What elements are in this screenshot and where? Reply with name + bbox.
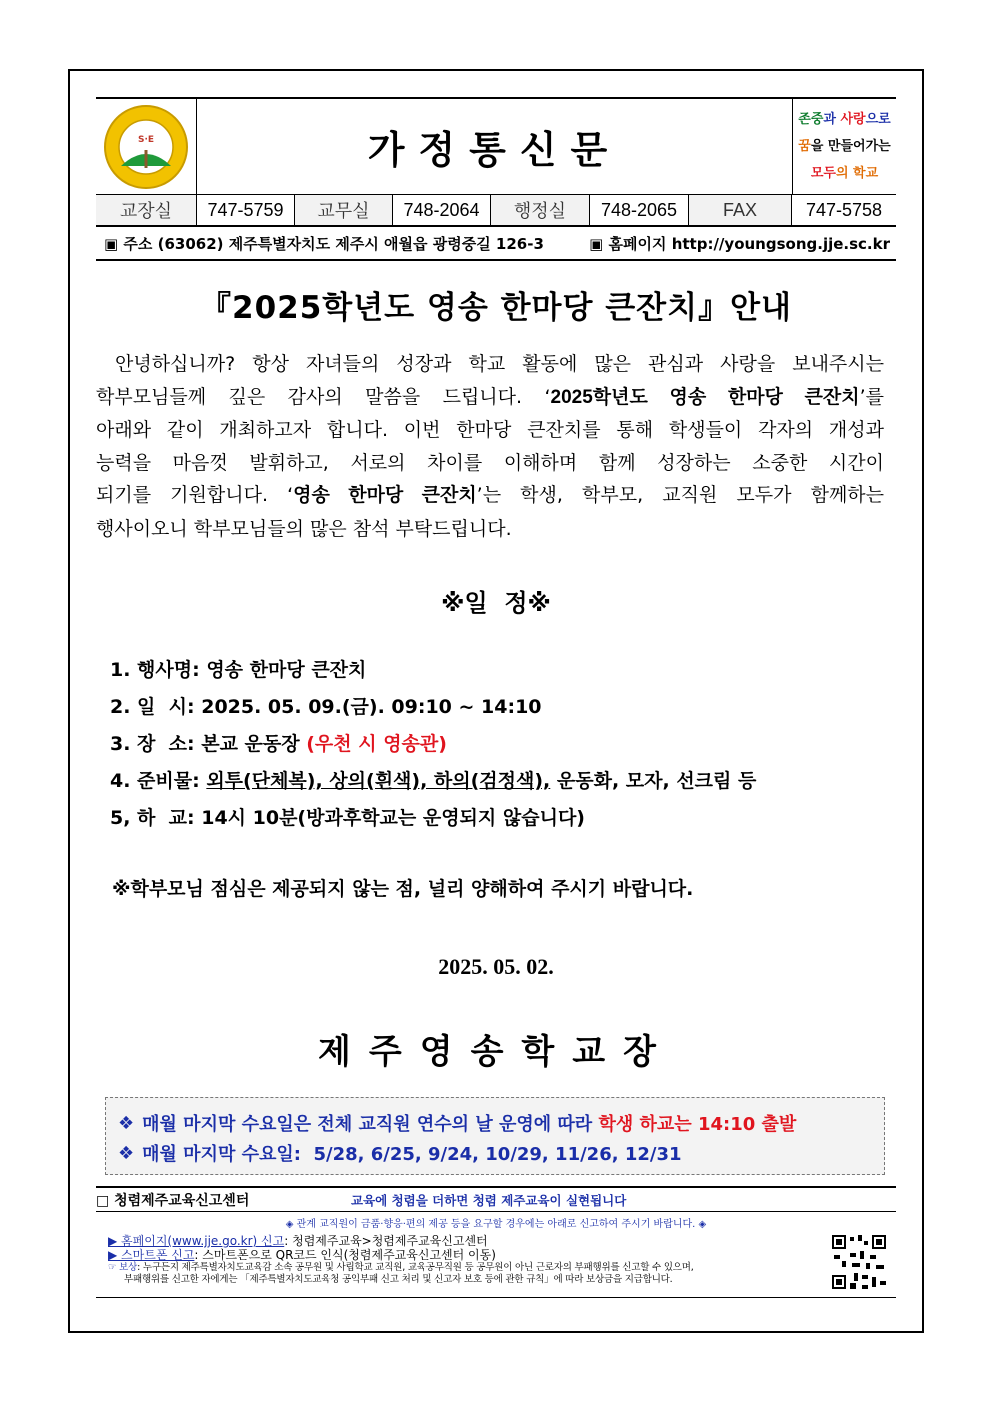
phone-number: 747-5759 — [197, 195, 295, 225]
integrity-report-center — [96, 1186, 896, 1298]
notice-line: ❖ 매월 마지막 수요일: 5/28, 6/25, 9/24, 10/29, 11/26, 12/31 — [118, 1142, 682, 1165]
phone-number: 748-2065 — [590, 195, 689, 225]
newsletter-title: 가정통신문 — [367, 128, 622, 172]
schedule-item-place: 3. 장 소: 본교 운동장 (우천 시 영송관) — [110, 733, 447, 755]
report-reward-line: ☞ 보상: 누구든지 제주특별자치도교육감 소속 공무원 및 사립학교 교직원, 교육공무직원 등 공무원이 아닌 근로자의 부패행위를 신고할 수 있으며, — [108, 1262, 694, 1273]
report-web-line: ▶ 홈페이지(www.jje.go.kr) 신고: 청렴제주교육>청렴제주교육신고센터 — [108, 1234, 488, 1248]
lunch-note: ※학부모님 점심은 제공되지 않는 점, 널리 양해하여 주시기 바랍니다. — [112, 878, 694, 900]
diamond-bullet-icon: ❖ — [118, 1112, 135, 1134]
phone-label: FAX — [689, 195, 792, 225]
report-warning: ◈ 관계 교직원이 금품·향응·편의 제공 등을 요구할 경우에는 아래로 신고하여 주시기 바랍니다. ◈ — [285, 1219, 707, 1230]
school-emblem-icon — [103, 104, 189, 190]
schedule-item-time: 2. 일 시: 2025. 05. 09.(금). 09:10 ~ 14:10 — [110, 696, 542, 718]
intro-paragraph: 안녕하십니까? 항상 자녀들의 성장과 학교 활동에 많은 관심과 사랑을 보내주시는 학부모님들께 깊은 감사의 말씀을 드립니다. ‘2025학년도 영송 한마당 큰잔치’를 아래와 같이 개최하고자 합니다. 이번 한마당 큰잔치를 통해 학생들이 각자의 개성과 능력을 마음껏 발휘하고, 서로의 차이를 이해하며 함께 성장하는 소중한 시간이 되기를 기원합니다. ‘영송 한마당 큰잔치’는 학생, 학부모, 교직원 모두가 함께하는 행사이오니 학부모님들의 많은 참석 부탁드립니다. — [96, 353, 885, 540]
school-motto: 존중과 사랑으로 꿈을 만들어가는 모두의 학교 — [792, 99, 896, 194]
report-phone-line: ▶ 스마트폰 신고: 스마트폰으로 QR코드 인식(청렴제주교육신고센터 이동) — [108, 1248, 496, 1262]
document-title: 『2025학년도 영송 한마당 큰잔치』안내 — [200, 290, 792, 326]
school-logo — [96, 99, 197, 194]
principal-signature: 제주영송학교장 — [318, 1032, 674, 1072]
address-row — [96, 227, 896, 261]
phone-label: 교장실 — [96, 195, 197, 225]
diamond-bullet-icon: ❖ — [118, 1142, 135, 1164]
svg-text:S·E: S·E — [137, 134, 155, 145]
schedule-item-name: 1. 행사명: 영송 한마당 큰잔치 — [110, 659, 367, 681]
schedule-heading: ※일 정※ — [441, 589, 551, 617]
phone-number: 747-5758 — [805, 199, 883, 220]
phone-number: 748-2064 — [393, 195, 491, 225]
letterhead — [96, 97, 896, 261]
schedule-list — [110, 650, 890, 835]
schedule-item-supplies: 4. 준비물: 외투(단체복), 상의(흰색), 하의(검정색), 운동화, 모자, 선크림 등 — [110, 770, 757, 792]
report-slogan: 교육에 청렴을 더하면 청렴 제주교육이 실현됩니다 — [351, 1192, 627, 1208]
phone-directory — [96, 194, 896, 227]
report-reward-line-2: 부패행위를 신고한 자에게는 「제주특별자치도교육청 공익부패 신고 처리 및 신고자 보호 등에 관한 규칙」에 따라 보상금을 지급합니다. — [124, 1274, 673, 1285]
notice-line: ❖ 매월 마지막 수요일은 전체 교직원 연수의 날 운영에 따라 학생 하교는 14:10 출발 — [118, 1112, 797, 1135]
monthly-notice-box — [105, 1097, 885, 1175]
homepage-link[interactable]: ▣ 홈페이지 http://youngsong.jje.sc.kr — [589, 234, 890, 253]
qr-code-icon[interactable] — [830, 1233, 888, 1291]
report-heading: □ 청렴제주교육신고센터 — [96, 1192, 250, 1209]
phone-label: 교무실 — [295, 195, 393, 225]
school-address: ▣ 주소 (63062) 제주특별자치도 제주시 애월읍 광령중길 126-3 — [104, 234, 544, 253]
phone-label: 행정실 — [491, 195, 590, 225]
issue-date: 2025. 05. 02. — [438, 954, 554, 979]
schedule-item-dismissal: 5, 하 교: 14시 10분(방과후학교는 운영되지 않습니다) — [110, 807, 585, 829]
